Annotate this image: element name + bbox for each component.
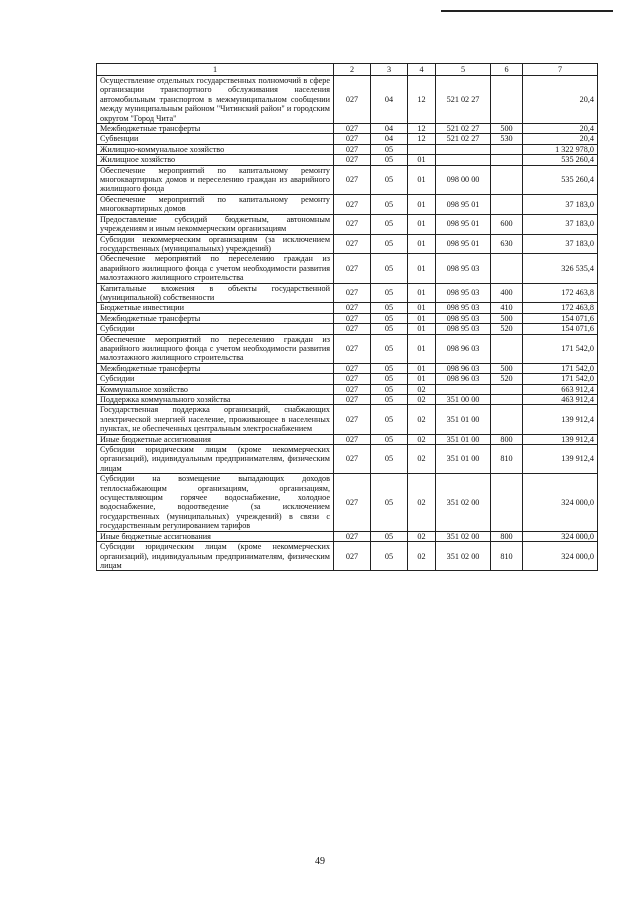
target-article-cell: 351 02 00 [436,542,491,571]
table-row [97,194,598,214]
code-cell: 027 [334,144,371,154]
subsection-cell: 01 [408,303,436,313]
code-cell: 027 [334,324,371,334]
section-cell: 05 [371,214,408,234]
row-name-cell: Межбюджетные трансферты [97,363,334,373]
table-row [97,384,598,394]
row-name-cell: Обеспечение мероприятий по переселению граждан из аварийного жилищного фонда с учетом необходимости развития малоэтажного жилищного строительства [97,334,334,363]
amount-cell: 20,4 [523,134,598,144]
expense-type-cell [491,165,523,194]
section-cell: 04 [371,134,408,144]
row-name-cell: Обеспечение мероприятий по капитальному ремонту многоквартирных домов и переселению граждан из аварийного жилищного фонда [97,165,334,194]
code-cell: 027 [334,234,371,254]
header-rule [441,10,613,12]
row-name-cell: Бюджетные инвестиции [97,303,334,313]
header-cell: 3 [371,64,408,76]
row-name-cell: Жилищное хозяйство [97,155,334,165]
table-row [97,254,598,283]
section-cell: 05 [371,445,408,474]
amount-cell: 535 260,4 [523,165,598,194]
code-cell: 027 [334,194,371,214]
target-article-cell: 351 02 00 [436,474,491,531]
table-row [97,155,598,165]
expense-type-cell: 520 [491,324,523,334]
amount-cell: 37 183,0 [523,194,598,214]
code-cell: 027 [334,374,371,384]
section-cell: 05 [371,303,408,313]
table-row [97,303,598,313]
section-cell: 05 [371,334,408,363]
expense-type-cell [491,194,523,214]
table-row [97,374,598,384]
target-article-cell: 351 01 00 [436,445,491,474]
section-cell: 05 [371,283,408,303]
code-cell: 027 [334,303,371,313]
amount-cell: 172 463,8 [523,283,598,303]
row-name-cell: Иные бюджетные ассигнования [97,531,334,541]
subsection-cell: 02 [408,542,436,571]
amount-cell: 139 912,4 [523,405,598,434]
table-row [97,214,598,234]
section-cell: 05 [371,254,408,283]
code-cell: 027 [334,384,371,394]
target-article-cell: 098 96 03 [436,363,491,373]
row-name-cell: Государственная поддержка организаций, снабжающих электрической энергией население, проживающее в населенных пунктах, не обеспеченных центральным электроснабжением [97,405,334,434]
code-cell: 027 [334,165,371,194]
section-cell: 05 [371,374,408,384]
section-cell: 05 [371,363,408,373]
subsection-cell: 01 [408,334,436,363]
row-name-cell: Субсидии на возмещение выпадающих доходов теплоснабжающим организациям, организациям, осуществляющим горячее водоснабжение, холодное водоснабжение, водоотведение (за исключением государственных (муниципальных) учреждений) в связи с государственным регулированием тарифов [97,474,334,531]
table-row [97,165,598,194]
code-cell: 027 [334,542,371,571]
section-cell: 05 [371,405,408,434]
expense-type-cell: 630 [491,234,523,254]
amount-cell: 171 542,0 [523,334,598,363]
table-body [97,64,598,571]
target-article-cell: 098 95 01 [436,234,491,254]
code-cell: 027 [334,283,371,303]
expense-type-cell: 810 [491,445,523,474]
subsection-cell: 02 [408,395,436,405]
table-row [97,531,598,541]
table-row [97,434,598,444]
code-cell: 027 [334,434,371,444]
header-cell: 4 [408,64,436,76]
section-cell: 04 [371,124,408,134]
row-name-cell: Субсидии [97,374,334,384]
subsection-cell: 01 [408,363,436,373]
amount-cell: 171 542,0 [523,363,598,373]
row-name-cell: Предоставление субсидий бюджетным, автономным учреждениям и иным некоммерческим организациям [97,214,334,234]
amount-cell: 535 260,4 [523,155,598,165]
amount-cell: 463 912,4 [523,395,598,405]
row-name-cell: Осуществление отдельных государственных полномочий в сфере организации транспортного обслуживания населения автомобильным транспортом в межмуниципальном сообщении между муниципальным районом "Читинский район" и городским округом "Город Чита" [97,76,334,124]
code-cell: 027 [334,405,371,434]
row-name-cell: Субсидии некоммерческим организациям (за исключением государственных (муниципальных) учреждений) [97,234,334,254]
table-row [97,405,598,434]
code-cell: 027 [334,313,371,323]
expense-type-cell: 520 [491,374,523,384]
target-article-cell: 098 95 01 [436,194,491,214]
target-article-cell: 351 01 00 [436,434,491,444]
row-name-cell: Иные бюджетные ассигнования [97,434,334,444]
code-cell: 027 [334,395,371,405]
target-article-cell: 098 96 03 [436,374,491,384]
expense-type-cell: 530 [491,134,523,144]
subsection-cell: 01 [408,155,436,165]
row-name-cell: Поддержка коммунального хозяйства [97,395,334,405]
code-cell: 027 [334,334,371,363]
table-row [97,76,598,124]
header-cell: 2 [334,64,371,76]
amount-cell: 139 912,4 [523,445,598,474]
expense-type-cell [491,334,523,363]
table-row [97,144,598,154]
subsection-cell: 02 [408,405,436,434]
target-article-cell: 098 95 03 [436,324,491,334]
subsection-cell: 02 [408,445,436,474]
target-article-cell: 521 02 27 [436,134,491,144]
code-cell: 027 [334,155,371,165]
table-row [97,124,598,134]
expense-type-cell [491,405,523,434]
target-article-cell: 098 95 03 [436,313,491,323]
table-row [97,542,598,571]
target-article-cell: 521 02 27 [436,76,491,124]
subsection-cell: 02 [408,384,436,394]
table-row [97,334,598,363]
expense-type-cell: 410 [491,303,523,313]
amount-cell: 172 463,8 [523,303,598,313]
code-cell: 027 [334,76,371,124]
amount-cell: 326 535,4 [523,254,598,283]
subsection-cell: 01 [408,254,436,283]
amount-cell: 324 000,0 [523,474,598,531]
amount-cell: 324 000,0 [523,531,598,541]
row-name-cell: Межбюджетные трансферты [97,124,334,134]
header-cell: 6 [491,64,523,76]
amount-cell: 37 183,0 [523,214,598,234]
section-cell: 05 [371,194,408,214]
expense-type-cell: 800 [491,531,523,541]
amount-cell: 20,4 [523,76,598,124]
table-header-row [97,64,598,76]
table-row [97,234,598,254]
expense-type-cell [491,254,523,283]
code-cell: 027 [334,445,371,474]
section-cell: 05 [371,165,408,194]
code-cell: 027 [334,124,371,134]
amount-cell: 1 322 978,0 [523,144,598,154]
subsection-cell: 02 [408,434,436,444]
expense-type-cell: 500 [491,313,523,323]
code-cell: 027 [334,134,371,144]
table-row [97,474,598,531]
subsection-cell: 01 [408,165,436,194]
amount-cell: 20,4 [523,124,598,134]
row-name-cell: Обеспечение мероприятий по капитальному ремонту многоквартирных домов [97,194,334,214]
target-article-cell [436,384,491,394]
subsection-cell: 02 [408,531,436,541]
row-name-cell: Субсидии юридическим лицам (кроме некоммерческих организаций), индивидуальным предпринимателям, физическим лицам [97,445,334,474]
table-row [97,395,598,405]
subsection-cell: 01 [408,324,436,334]
amount-cell: 663 912,4 [523,384,598,394]
subsection-cell [408,144,436,154]
expense-type-cell [491,76,523,124]
target-article-cell: 351 01 00 [436,405,491,434]
target-article-cell: 351 02 00 [436,531,491,541]
section-cell: 05 [371,234,408,254]
table-row [97,324,598,334]
expense-type-cell [491,384,523,394]
row-name-cell: Капитальные вложения в объекты государственной (муниципальной) собственности [97,283,334,303]
header-cell: 7 [523,64,598,76]
section-cell: 05 [371,474,408,531]
expense-type-cell: 500 [491,124,523,134]
expense-type-cell: 600 [491,214,523,234]
header-cell: 1 [97,64,334,76]
section-cell: 05 [371,144,408,154]
expense-type-cell [491,155,523,165]
code-cell: 027 [334,363,371,373]
budget-table [96,63,598,571]
amount-cell: 139 912,4 [523,434,598,444]
section-cell: 05 [371,531,408,541]
expense-type-cell [491,474,523,531]
subsection-cell: 12 [408,124,436,134]
subsection-cell: 01 [408,194,436,214]
target-article-cell: 098 00 00 [436,165,491,194]
subsection-cell: 12 [408,134,436,144]
subsection-cell: 12 [408,76,436,124]
code-cell: 027 [334,254,371,283]
subsection-cell: 01 [408,283,436,303]
target-article-cell: 098 95 03 [436,283,491,303]
row-name-cell: Субсидии юридическим лицам (кроме некоммерческих организаций), индивидуальным предпринимателям, физическим лицам [97,542,334,571]
expense-type-cell: 500 [491,363,523,373]
section-cell: 05 [371,542,408,571]
subsection-cell: 01 [408,374,436,384]
row-name-cell: Коммунальное хозяйство [97,384,334,394]
subsection-cell: 01 [408,234,436,254]
target-article-cell: 098 95 01 [436,214,491,234]
target-article-cell [436,144,491,154]
section-cell: 05 [371,395,408,405]
section-cell: 05 [371,155,408,165]
expense-type-cell: 810 [491,542,523,571]
table-row [97,445,598,474]
row-name-cell: Межбюджетные трансферты [97,313,334,323]
target-article-cell: 521 02 27 [436,124,491,134]
section-cell: 05 [371,384,408,394]
expense-type-cell: 800 [491,434,523,444]
header-cell: 5 [436,64,491,76]
table-row [97,134,598,144]
row-name-cell: Субсидии [97,324,334,334]
section-cell: 04 [371,76,408,124]
target-article-cell: 098 95 03 [436,303,491,313]
target-article-cell [436,155,491,165]
target-article-cell: 098 96 03 [436,334,491,363]
row-name-cell: Обеспечение мероприятий по переселению граждан из аварийного жилищного фонда с учетом необходимости развития малоэтажного жилищного строительства [97,254,334,283]
subsection-cell: 01 [408,214,436,234]
section-cell: 05 [371,324,408,334]
code-cell: 027 [334,474,371,531]
section-cell: 05 [371,434,408,444]
row-name-cell: Субвенции [97,134,334,144]
subsection-cell: 01 [408,313,436,323]
code-cell: 027 [334,214,371,234]
table-row [97,283,598,303]
expense-type-cell: 400 [491,283,523,303]
code-cell: 027 [334,531,371,541]
row-name-cell: Жилищно-коммунальное хозяйство [97,144,334,154]
amount-cell: 324 000,0 [523,542,598,571]
amount-cell: 37 183,0 [523,234,598,254]
section-cell: 05 [371,313,408,323]
page-number: 49 [315,856,325,867]
expense-type-cell [491,395,523,405]
table-row [97,313,598,323]
target-article-cell: 098 95 03 [436,254,491,283]
amount-cell: 171 542,0 [523,374,598,384]
expense-type-cell [491,144,523,154]
target-article-cell: 351 00 00 [436,395,491,405]
amount-cell: 154 071,6 [523,324,598,334]
table-row [97,363,598,373]
subsection-cell: 02 [408,474,436,531]
amount-cell: 154 071,6 [523,313,598,323]
